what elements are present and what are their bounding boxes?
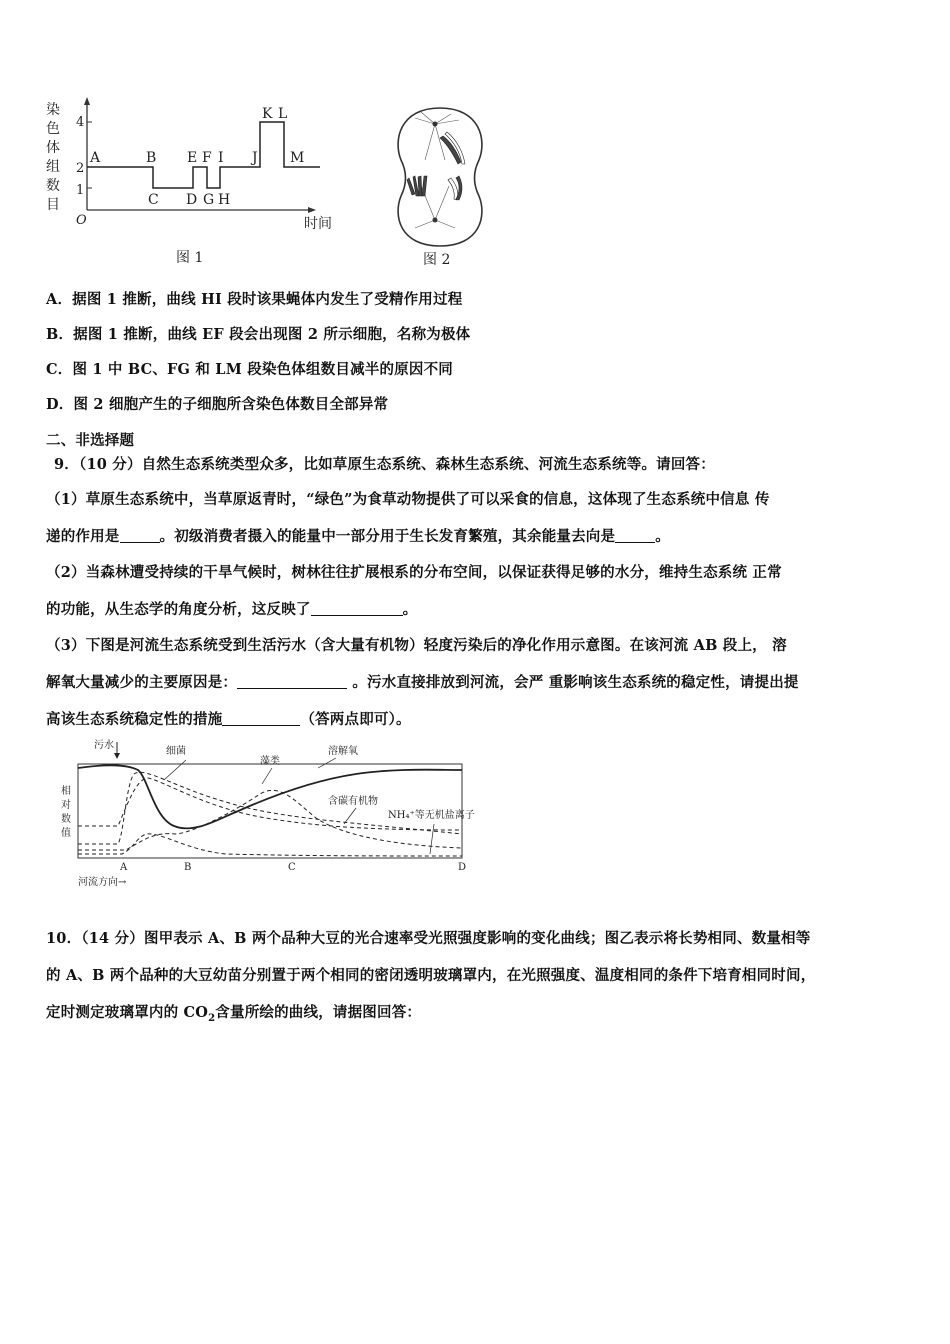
q9-part2-line2 [46, 598, 417, 619]
river-label-nh4-ions: NH₄⁺等无机盐离子 [388, 810, 475, 821]
q9-part1-line2 [46, 525, 670, 546]
q9-answer-blank-2[interactable] [615, 528, 655, 543]
q9-part3-text-d: （答两点即可）。 [300, 711, 411, 728]
river-ylabel-3: 数 [61, 814, 71, 825]
q9-part2-line1: （2）当森林遭受持续的干旱气候时，树林往往扩展根系的分布空间，以保证获得足够的水分，维持生态系统 正常 [46, 564, 782, 581]
figure-1-ylabel-1: 染 [46, 102, 60, 118]
figure-1-ytick-4: 4 [76, 115, 85, 130]
river-xlabel: 河流方向→ [78, 877, 127, 888]
q9-part1-line1: （1）草原生态系统中，当草原返青时，“绿色”为食草动物提供了可以采食的信息，这体现了生态系统中信息 传 [46, 491, 770, 508]
figure-1-point-L: L [278, 106, 288, 122]
figure-1-point-D: D [186, 192, 198, 208]
figure-1-point-K: K [262, 106, 273, 122]
option-a: A．据图 1 推断，曲线 HI 段时该果蝇体内发生了受精作用过程 [46, 291, 463, 308]
river-ylabel-4: 值 [61, 828, 71, 839]
q10-line2: 的 A、B 两个品种的大豆幼苗分别置于两个相同的密闭透明玻璃罩内，在光照强度、温度相同的条件下培育相同时间， [46, 967, 816, 984]
figure-1-point-G: G [203, 192, 215, 208]
q9-part2-text-b: 。 [402, 601, 418, 618]
q10-co2-subscript: 2 [208, 1012, 216, 1024]
figure-1-ylabel-6: 目 [46, 197, 60, 213]
q9-answer-blank-4[interactable] [237, 674, 347, 689]
figure-1-point-C: C [148, 192, 159, 208]
q10-line3-text-b: 含量所绘的曲线，请据图回答： [215, 1004, 422, 1021]
q9-answer-blank-1[interactable] [120, 528, 160, 543]
figure-1-point-M: M [290, 150, 305, 166]
figure-1-point-A: A [90, 150, 101, 166]
figure-1-ylabel-4: 组 [46, 159, 60, 175]
q9-part3-text-a: 解氧大量减少的主要原因是： [46, 674, 238, 691]
figure-2-caption: 图 2 [423, 252, 451, 268]
figure-1-caption: 图 1 [176, 250, 204, 266]
figure-1-ylabel-2: 色 [46, 121, 60, 137]
river-label-oxygen: 溶解氧 [328, 746, 358, 757]
river-sewage-label: 污水 [94, 740, 114, 751]
q9-part1-text-a: 递的作用是 [46, 528, 120, 545]
q10-line3-text-a: 定时测定玻璃罩内的 CO [46, 1004, 209, 1021]
figure-2-cell-diagram [385, 100, 495, 272]
figure-1-chromosome-chart [40, 96, 350, 274]
river-label-bacteria: 细菌 [166, 746, 186, 757]
q9-part3-text-c: 高该生态系统稳定性的措施 [46, 711, 223, 728]
figure-1-point-I: I [218, 150, 224, 166]
q9-part3-line1: （3）下图是河流生态系统受到生活污水（含大量有机物）轻度污染后的净化作用示意图。在该河流 AB 段上， 溶 [46, 637, 787, 654]
river-label-algae: 藻类 [260, 756, 280, 767]
option-c: C．图 1 中 BC、FG 和 LM 段染色体组数目减半的原因不同 [46, 361, 454, 378]
figure-1-point-E: E [187, 150, 198, 166]
q9-part1-text-c: 。 [655, 528, 670, 545]
figure-1-point-F: F [202, 150, 212, 166]
q9-part3-text-b: 。污水直接排放到河流，会严 重影响该生态系统的稳定性，请提出提 [347, 674, 799, 691]
q10-line1: 10．（14 分）图甲表示 A、B 两个品种大豆的光合速率受光照强度影响的变化曲线；图乙表示将长势相同、数量相等 [46, 930, 811, 947]
q9-answer-blank-3[interactable] [311, 601, 403, 616]
figure-1-origin: O [76, 213, 87, 228]
figure-1-point-H: H [218, 192, 231, 208]
river-xtick-C: C [288, 862, 296, 873]
river-xtick-D: D [458, 862, 467, 873]
figure-1-ylabel-5: 数 [46, 178, 60, 194]
river-purification-chart [61, 738, 486, 888]
river-ylabel-1: 相 [61, 786, 71, 797]
figure-1-point-B: B [146, 150, 157, 166]
figure-1-ytick-2: 2 [76, 161, 85, 176]
option-b: B．据图 1 推断，曲线 EF 段会出现图 2 所示细胞，名称为极体 [46, 326, 471, 343]
river-label-organic-carbon: 含碳有机物 [328, 796, 378, 807]
q9-part3-line3 [46, 708, 411, 729]
figure-1-ytick-1: 1 [76, 183, 85, 198]
q10-line3 [46, 1001, 421, 1024]
river-ylabel-2: 对 [61, 800, 71, 811]
figure-1-xlabel: 时间 [304, 216, 332, 232]
q9-part1-text-b: 。初级消费者摄入的能量中一部分用于生长发育繁殖，其余能量去向是 [159, 528, 616, 545]
q9-answer-blank-5[interactable] [222, 711, 300, 726]
section-title: 二、非选择题 [46, 432, 135, 449]
q9-stem: 9．（10 分）自然生态系统类型众多，比如草原生态系统、森林生态系统、河流生态系统等。请回答： [54, 456, 715, 473]
figure-1-point-J: J [252, 150, 258, 166]
q9-part2-text-a: 的功能，从生态学的角度分析，这反映了 [46, 601, 311, 618]
figure-1-ylabel-3: 体 [46, 140, 60, 156]
q9-part3-line2 [46, 671, 799, 692]
option-d: D．图 2 细胞产生的子细胞所含染色体数目全部异常 [46, 396, 389, 413]
river-xtick-B: B [184, 862, 192, 873]
river-xtick-A: A [120, 862, 128, 873]
